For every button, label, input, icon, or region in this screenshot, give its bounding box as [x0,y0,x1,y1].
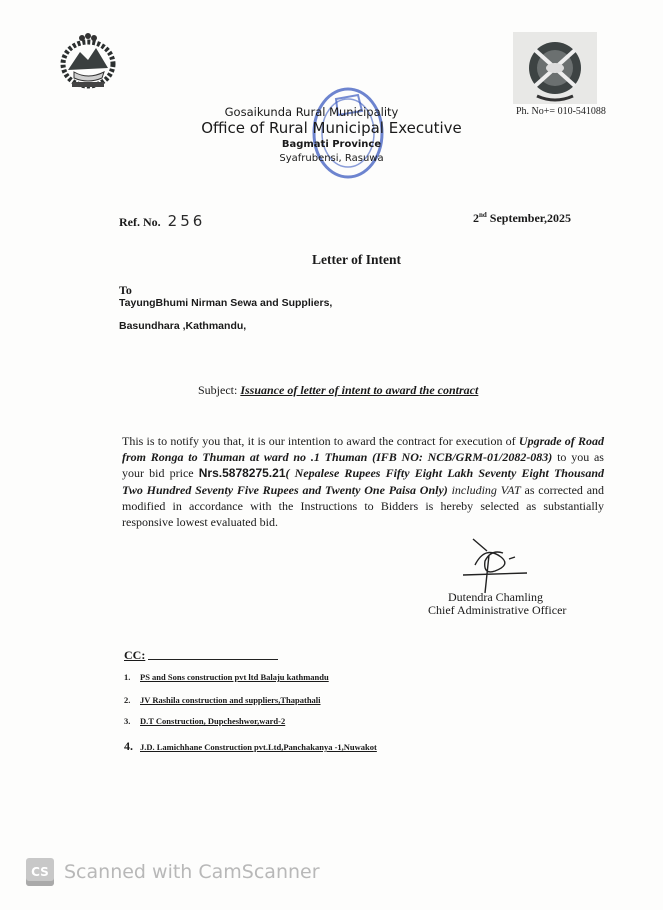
municipality-logo-icon [513,32,597,104]
cc-underline [148,659,278,660]
subject-label: Subject: [198,383,241,397]
recipient-name: TayungBhumi Nirman Sewa and Suppliers, [119,297,333,309]
body-conclusion: as corrected and modified in accordance with the Instructions to Bidders is hereby selected as substantially responsive lowest evaluated bid. [122,482,605,530]
cc-item [124,695,321,705]
watermark-text: Scanned with CamScanner [64,861,320,883]
date-day: 2 [473,211,479,225]
office-name: Office of Rural Municipal Executive [201,119,462,137]
cc-item-text: JV Rashila construction and suppliers,Thapathali [140,695,321,705]
cc-item-number: 3. [124,716,131,726]
cc-item-number: 2. [124,695,131,705]
vat-note: including VAT [447,482,521,497]
letter-title: Letter of Intent [312,252,401,267]
cc-item [124,672,329,682]
ref-value: 256 [167,212,206,230]
signatory-title: Chief Administrative Officer [428,603,567,617]
municipality-name: Gosaikunda Rural Municipality [224,105,399,119]
province-name: Bagmati Province [281,139,382,150]
reference-number [119,212,205,230]
cc-item [124,716,285,726]
bid-price-words: ( Nepalese Rupees Fifty Eight Lakh Seventy Eight Thousand Two Hundred Seventy Five Rupees and Twenty One Paisa Only) [122,466,605,497]
bid-price: Nrs.5878275.21 [198,466,286,481]
cc-item [124,739,377,754]
body-intro: This is to notify you that, it is our intention to award the contract for execution of [122,434,519,448]
recipient-address: Basundhara ,Kathmandu, [119,320,247,332]
letter-date [473,211,571,226]
cc-item-text: D.T Construction, Dupcheshwor,ward-2 [140,716,286,726]
date-month-year: September,2025 [486,211,572,225]
phone-number: Ph. No+= 010-541088 [516,106,606,117]
subject-line [198,383,478,398]
cc-item-text: PS and Sons construction pvt ltd Balaju kathmandu [140,672,329,682]
cc-label: CC: [124,648,146,662]
subject-text: Issuance of letter of intent to award the contract [240,383,479,397]
ref-label: Ref. No. [119,215,161,229]
nepal-emblem-icon [58,30,118,92]
date-suffix: nd [479,211,487,219]
project-name: Upgrade of Road from Ronga to Thuman at ward no .1 Thuman (IFB NO: NCB/GRM-01/2082-083) [122,434,604,465]
cc-item-number: 4. [124,739,133,753]
cc-item-text: J.D. Lamichhane Construction pvt.Ltd,Panchakanya -1,Nuwakot [140,742,377,752]
signatory-name: Dutendra Chamling [448,590,543,604]
camscanner-watermark [26,858,320,886]
to-label: To [119,283,132,297]
signature-icon [455,535,535,595]
office-location: Syafrubensi, Rasuwa [279,153,384,164]
letter-body [122,433,604,530]
body-bid-text: to you as your bid price [122,450,604,481]
cc-item-number: 1. [124,672,131,682]
camscanner-icon: CS [26,858,54,886]
